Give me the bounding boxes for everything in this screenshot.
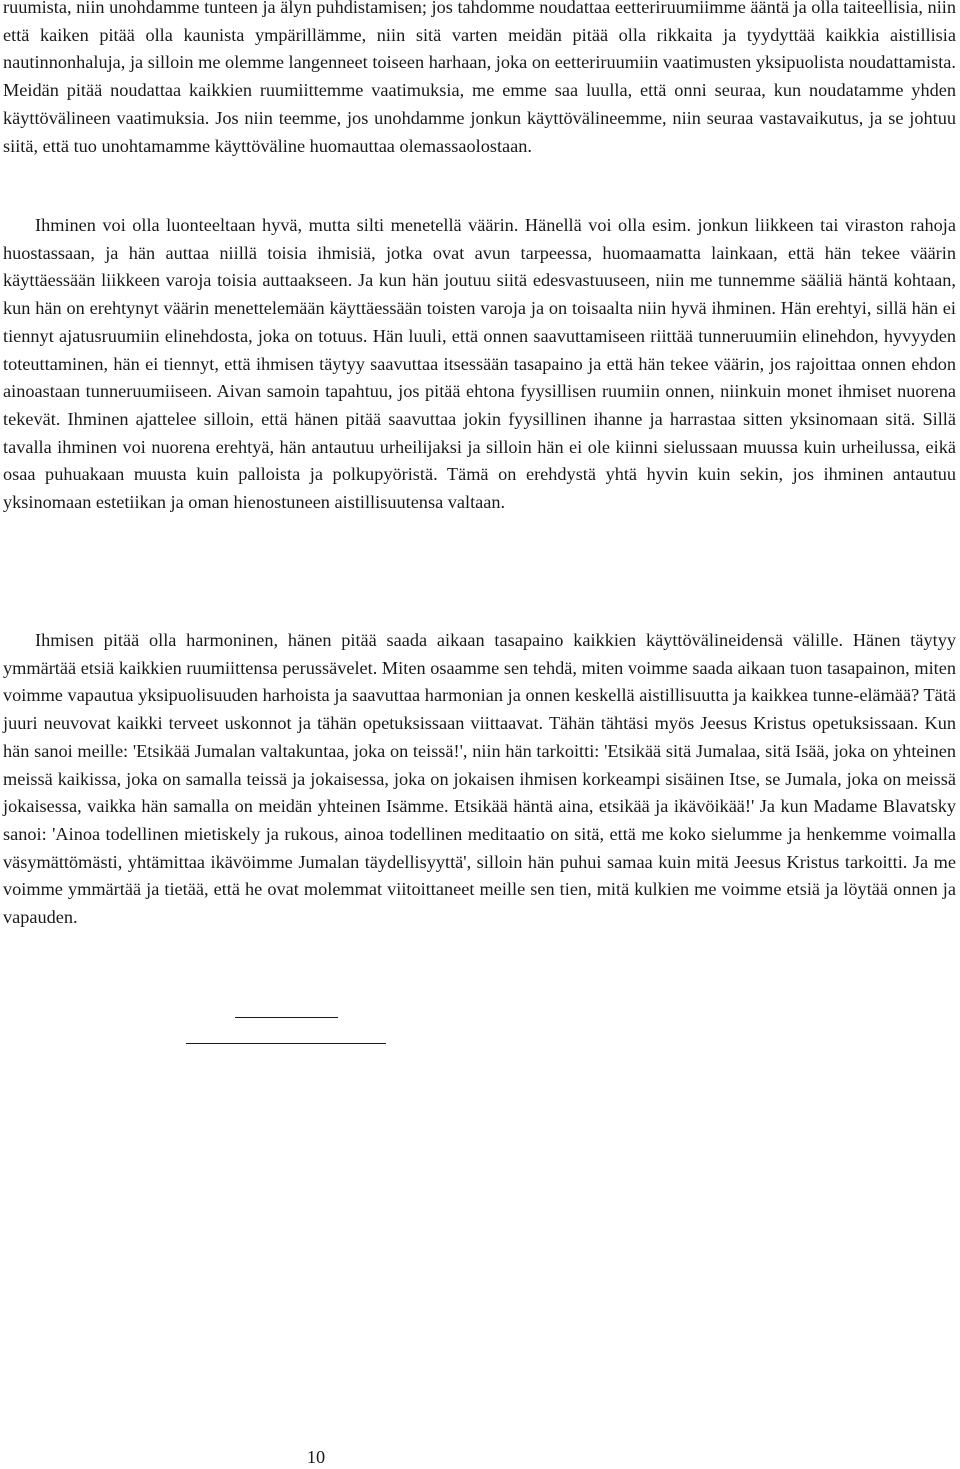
footnote-rule-short [235,1017,338,1018]
footnote-rule-long [186,1043,386,1044]
paragraph-harmony: Ihmisen pitää olla harmoninen, hänen pitää saada aikaan tasapaino kaikkien käyttövälineidensä välille. Hänen täytyy ymmärtää etsiä kaikkien ruumiittensa perussävelet. Miten osaamme sen tehdä, miten voimme saada aikaan tuon tasapainon, miten voimme vapautua yksipuolisuuden harhoista ja saavuttaa harmonian ja onnen keskellä aistillisuutta ja kaikkea tunne-elämää? Tätä juuri neuvovat kaikki terveet uskonnot ja tähän opetuksissaan viittaavat. Tähän tähtäsi myös Jeesus Kristus opetuksissaan. Kun hän sanoi meille: 'Etsikää Jumalan valtakuntaa, joka on teissä!', niin hän tarkoitti: 'Etsikää sitä Jumalaa, sitä Isää, joka on yhteinen meissä kaikissa, joka on samalla teissä ja jokaisessa, joka on jokaisen ihmisen korkeampi sisäinen Itse, se Jumala, joka on meissä jokaisessa, vaikka hän samalla on meidän yhteinen Isämme. Etsikää häntä aina, etsikää ja ikävöikää!' Ja kun Madame Blavatsky sanoi: 'Ainoa todellinen mietiskely ja rukous, ainoa todellinen meditaatio on sitä, että me koko sielumme ja henkemme voimalla väsymättömästi, yhtämittaa ikävöimme Jumalan täydellisyyttä', silloin hän puhui samaa kuin mitä Jeesus Kristus tarkoitti. Ja me voimme ymmärtää ja tietää, että he ovat molemmat viitoittaneet meille sen tien, mitä kulkien me voimme etsiä ja löytää onnen ja vapauden. [3,630,956,928]
paragraph-continuation: ruumista, niin unohdamme tunteen ja älyn puhdistamisen; jos tahdomme noudattaa eetteriruumiimme ääntä ja olla taiteellisia, niin että kaiken pitää olla kaunista ympärillämme, niin sitä varten meidän pitää olla rikkaita ja tyydyttää kaikkia aistillisia nautinnonhaluja, ja silloin me olemme langenneet toiseen harhaan, joka on eetteriruumiin vaatimusten yksipuolista noudattamista. Meidän pitää noudattaa kaikkien ruumiittemme vaatimuksia, me emme saa luulla, että onni seuraa, kun noudatamme yhden käyttövälineen vaatimuksia. Jos niin teemme, jos unohdamme jonkun käyttövälineemme, niin seuraa vastavaikutus, ja se johtuu siitä, että tuo unohtamamme käyttöväline huomauttaa olemassaolostaan. [3,0,956,156]
page-number: 10 [306,1447,326,1467]
paragraph-human-nature: Ihminen voi olla luonteeltaan hyvä, mutta silti menetellä väärin. Hänellä voi olla esim. jonkun liikkeen tai viraston rahoja huostassaan, ja hän auttaa niillä toisia ihmisiä, jotka ovat avun tarpeessa, huomaamatta lainkaan, että hän tekee väärin käyttäessään liikkeen varoja toisia auttaakseen. Ja kun hän joutuu siitä edesvastuuseen, niin me tunnemme sääliä häntä kohtaan, kun hän on erehtynyt väärin menettelemään käyttäessään toisten varoja ja on toisaalta niin hyvä ihminen. Hän erehtyi, sillä hän ei tiennyt ajatusruumiin elinehdosta, joka on totuus. Hän luuli, että onnen saavuttamiseen riittää tunneruumiin elinehdon, hyvyyden toteuttaminen, hän ei tiennyt, että ihmisen täytyy saavuttaa itsessään tasapaino ja että hän tekee väärin, jos rajoittaa onnen ehdon ainoastaan tunneruumiiseen. Aivan samoin tapahtuu, jos pitää ehtona fyysillisen ruumiin onnen, niinkuin monet ihmiset nuorena tekevät. Ihminen ajattelee silloin, että hänen pitää saavuttaa jokin fyysillinen ihanne ja harrastaa sitten yksinomaan sitä. Sillä tavalla ihminen voi nuorena erehtyä, hän antautuu urheilijaksi ja silloin hän ei ole kiinni sielussaan muussa kuin urheilussa, eikä osaa puhuakaan muusta kuin palloista ja polkupyöristä. Tämä on erehdystä yhtä hyvin kuin sekin, jos ihminen antautuu yksinomaan estetiikan ja oman hienostuneen aistillisuutensa valtaan. [3,215,956,513]
